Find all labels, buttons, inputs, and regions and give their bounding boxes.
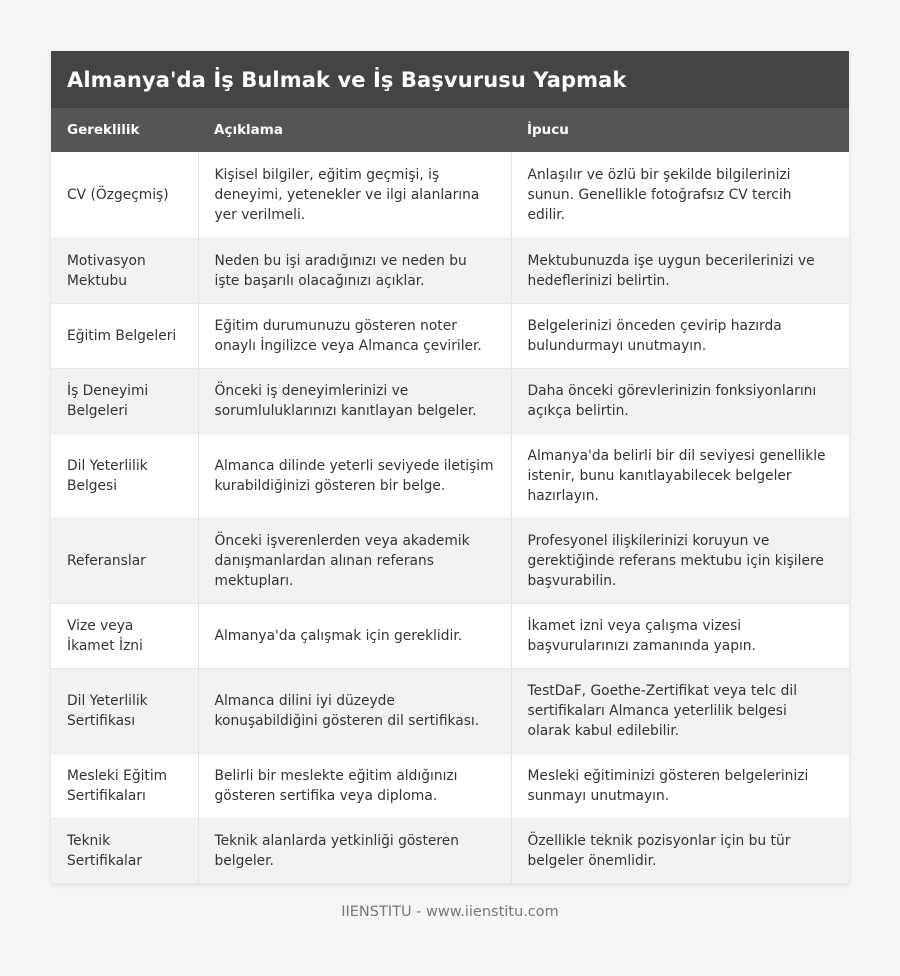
description-cell: Almanya'da çalışmak için gereklidir. (198, 603, 511, 668)
tip-cell: Anlaşılır ve özlü bir şekilde bilgilerinizi sunun. Genellikle fotoğrafsız CV tercih edilir. (511, 152, 849, 238)
table-row (51, 152, 849, 238)
table-row (51, 238, 849, 303)
requirement-cell: İş Deneyimi Belgeleri (51, 368, 198, 433)
requirement-cell: Motivasyon Mektubu (51, 238, 198, 303)
description-cell: Önceki işverenlerden veya akademik danışmanlardan alınan referans mektupları. (198, 518, 511, 603)
requirement-cell: Dil Yeterlilik Sertifikası (51, 668, 198, 753)
requirement-cell: Teknik Sertifikalar (51, 818, 198, 883)
column-header-tip: İpucu (511, 108, 849, 152)
page-title: Almanya'da İş Bulmak ve İş Başvurusu Yapmak (67, 67, 627, 92)
requirement-cell: CV (Özgeçmiş) (51, 152, 198, 238)
description-cell: Almanca dilinde yeterli seviyede iletişim kurabildiğinizi gösteren bir belge. (198, 433, 511, 518)
requirement-cell: Mesleki Eğitim Sertifikaları (51, 753, 198, 818)
tip-cell: Almanya'da belirli bir dil seviyesi genellikle istenir, bunu kanıtlayabilecek belgeler hazırlayın. (511, 433, 849, 518)
title-bar (51, 51, 849, 108)
requirement-cell: Referanslar (51, 518, 198, 603)
requirements-card (51, 51, 849, 884)
table-row (51, 753, 849, 818)
description-cell: Önceki iş deneyimlerinizi ve sorumluluklarınızı kanıtlayan belgeler. (198, 368, 511, 433)
requirement-cell: Eğitim Belgeleri (51, 303, 198, 368)
tip-cell: TestDaF, Goethe-Zertifikat veya telc dil sertifikaları Almanca yeterlilik belgesi olarak kabul edilebilir. (511, 668, 849, 753)
column-header-description: Açıklama (198, 108, 511, 152)
table-body (51, 152, 849, 883)
tip-cell: Özellikle teknik pozisyonlar için bu tür belgeler önemlidir. (511, 818, 849, 883)
table-row (51, 433, 849, 518)
description-cell: Belirli bir meslekte eğitim aldığınızı gösteren sertifika veya diploma. (198, 753, 511, 818)
footer-credit: IIENSTITU - www.iienstitu.com (341, 904, 559, 920)
requirements-table (51, 108, 849, 884)
tip-cell: Belgelerinizi önceden çevirip hazırda bulundurmayı unutmayın. (511, 303, 849, 368)
requirement-cell: Vize veya İkamet İzni (51, 603, 198, 668)
description-cell: Almanca dilini iyi düzeyde konuşabildiğini gösteren dil sertifikası. (198, 668, 511, 753)
tip-cell: Mektubunuzda işe uygun becerilerinizi ve hedeflerinizi belirtin. (511, 238, 849, 303)
tip-cell: Mesleki eğitiminizi gösteren belgelerinizi sunmayı unutmayın. (511, 753, 849, 818)
description-cell: Teknik alanlarda yetkinliği gösteren belgeler. (198, 818, 511, 883)
table-row (51, 668, 849, 753)
table-row (51, 603, 849, 668)
description-cell: Neden bu işi aradığınızı ve neden bu işte başarılı olacağınızı açıklar. (198, 238, 511, 303)
tip-cell: İkamet izni veya çalışma vizesi başvurularınızı zamanında yapın. (511, 603, 849, 668)
column-header-requirement: Gereklilik (51, 108, 198, 152)
tip-cell: Daha önceki görevlerinizin fonksiyonlarını açıkça belirtin. (511, 368, 849, 433)
tip-cell: Profesyonel ilişkilerinizi koruyun ve gerektiğinde referans mektubu için kişilere başvurabilin. (511, 518, 849, 603)
description-cell: Kişisel bilgiler, eğitim geçmişi, iş deneyimi, yetenekler ve ilgi alanlarına yer verilmeli. (198, 152, 511, 238)
table-row (51, 518, 849, 603)
description-cell: Eğitim durumunuzu gösteren noter onaylı İngilizce veya Almanca çeviriler. (198, 303, 511, 368)
requirement-cell: Dil Yeterlilik Belgesi (51, 433, 198, 518)
table-row (51, 368, 849, 433)
table-row (51, 303, 849, 368)
table-header-row (51, 108, 849, 152)
table-row (51, 818, 849, 883)
